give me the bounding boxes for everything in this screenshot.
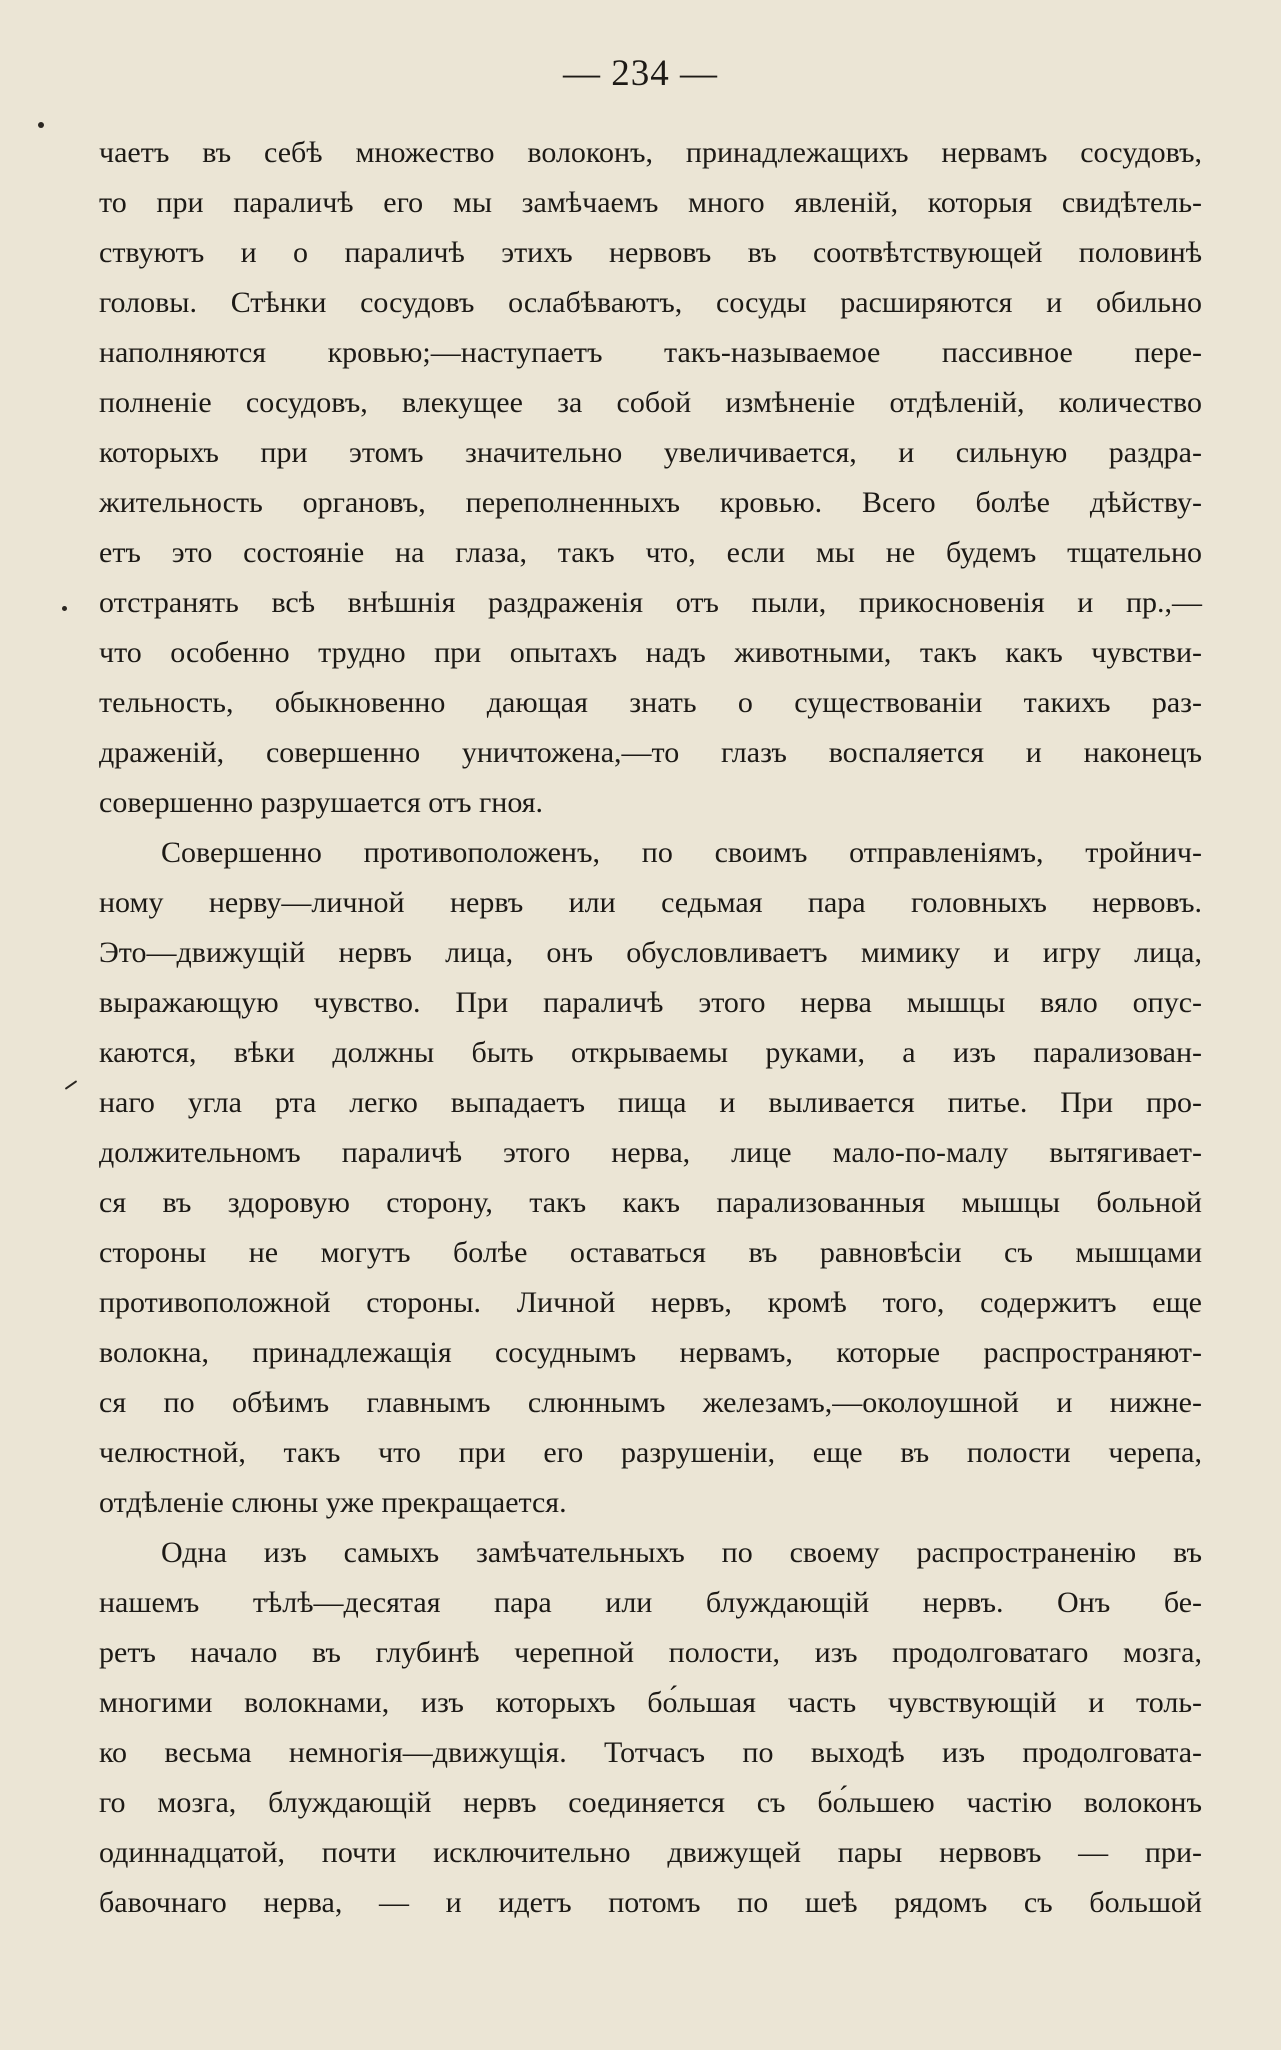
text-line: каются, вѣки должны быть открываемы руками, а изъ парализован- bbox=[99, 1036, 1202, 1069]
text-line: отстранять всѣ внѣшнія раздраженія отъ пыли, прикосновенія и пр.,— bbox=[99, 586, 1202, 619]
text-line: челюстной, такъ что при его разрушеніи, еще въ полости черепа, bbox=[99, 1436, 1202, 1469]
page-number: — 234 — bbox=[563, 53, 718, 94]
text-line: наполняются кровью;—наступаетъ такъ-называемое пассивное пере- bbox=[99, 336, 1202, 369]
text-line: наго угла рта легко выпадаетъ пища и выливается питье. При про- bbox=[99, 1086, 1202, 1119]
body-text bbox=[99, 128, 1202, 1928]
text-line: отдѣленіе слюны уже прекращается. bbox=[99, 1486, 567, 1519]
text-line: Одна изъ самыхъ замѣчательныхъ по своему распространенію въ bbox=[161, 1536, 1202, 1569]
text-line: стороны не могутъ болѣе оставаться въ равновѣсіи съ мышцами bbox=[99, 1236, 1202, 1269]
text-line: выражающую чувство. При параличѣ этого нерва мышцы вяло опус- bbox=[99, 986, 1202, 1019]
text-line: нашемъ тѣлѣ—десятая пара или блуждающій нервъ. Онъ бе- bbox=[99, 1586, 1202, 1619]
text-line: волокна, принадлежащія сосуднымъ нервамъ, которые распространяют- bbox=[99, 1336, 1202, 1369]
text-line: полненіе сосудовъ, влекущее за собой измѣненіе отдѣленій, количество bbox=[99, 386, 1202, 419]
ink-speck bbox=[62, 606, 67, 611]
text-line: то при параличѣ его мы замѣчаемъ много явленій, которыя свидѣтель- bbox=[99, 186, 1202, 219]
text-line: го мозга, блуждающій нервъ соединяется съ бо́льшею частію волоконъ bbox=[99, 1786, 1202, 1819]
text-line: одиннадцатой, почти исключительно движущей пары нервовъ — при- bbox=[99, 1836, 1202, 1869]
text-line: совершенно разрушается отъ гноя. bbox=[99, 786, 544, 819]
paragraph bbox=[99, 828, 1202, 1528]
text-line: ретъ начало въ глубинѣ черепной полости, изъ продолговатаго мозга, bbox=[99, 1636, 1202, 1669]
text-line: ствуютъ и о параличѣ этихъ нервовъ въ соотвѣтствующей половинѣ bbox=[99, 236, 1202, 269]
text-line: Совершенно противоположенъ, по своимъ отправленіямъ, тройнич- bbox=[161, 836, 1202, 869]
text-line: должительномъ параличѣ этого нерва, лице мало-по-малу вытягивает- bbox=[99, 1136, 1202, 1169]
text-line: ко весьма немногія—движущія. Тотчасъ по выходѣ изъ продолговата- bbox=[99, 1736, 1202, 1769]
ink-speck bbox=[38, 122, 44, 128]
text-line: головы. Стѣнки сосудовъ ослабѣваютъ, сосуды расширяются и обильно bbox=[99, 286, 1202, 319]
text-line: Это—движущій нервъ лица, онъ обусловливаетъ мимику и игру лица, bbox=[99, 936, 1202, 969]
text-line: драженій, совершенно уничтожена,—то глазъ воспаляется и наконецъ bbox=[99, 736, 1202, 769]
text-line: что особенно трудно при опытахъ надъ животными, такъ какъ чувстви- bbox=[99, 636, 1202, 669]
paragraph bbox=[99, 128, 1202, 828]
text-line: которыхъ при этомъ значительно увеличивается, и сильную раздра- bbox=[99, 436, 1202, 469]
text-line: противоположной стороны. Личной нервъ, кромѣ того, содержитъ еще bbox=[99, 1286, 1202, 1319]
text-line: бавочнаго нерва, — и идетъ потомъ по шеѣ рядомъ съ большой bbox=[99, 1886, 1202, 1919]
text-line: чаетъ въ себѣ множество волоконъ, принадлежащихъ нервамъ сосудовъ, bbox=[99, 136, 1202, 169]
text-line: ному нерву—личной нервъ или седьмая пара головныхъ нервовъ. bbox=[99, 886, 1202, 919]
text-line: етъ это состояніе на глаза, такъ что, если мы не будемъ тщательно bbox=[99, 536, 1202, 569]
text-line: многими волокнами, изъ которыхъ бо́льшая часть чувствующій и толь- bbox=[99, 1686, 1202, 1719]
text-line: тельность, обыкновенно дающая знать о существованіи такихъ раз- bbox=[99, 686, 1202, 719]
paragraph bbox=[99, 1528, 1202, 1928]
text-line: жительность органовъ, переполненныхъ кровью. Всего болѣе дѣйству- bbox=[99, 486, 1202, 519]
text-line: ся въ здоровую сторону, такъ какъ парализованныя мышцы больной bbox=[99, 1186, 1202, 1219]
text-line: ся по обѣимъ главнымъ слюннымъ железамъ,—околоушной и нижне- bbox=[99, 1386, 1202, 1419]
ink-speck bbox=[65, 1080, 78, 1090]
